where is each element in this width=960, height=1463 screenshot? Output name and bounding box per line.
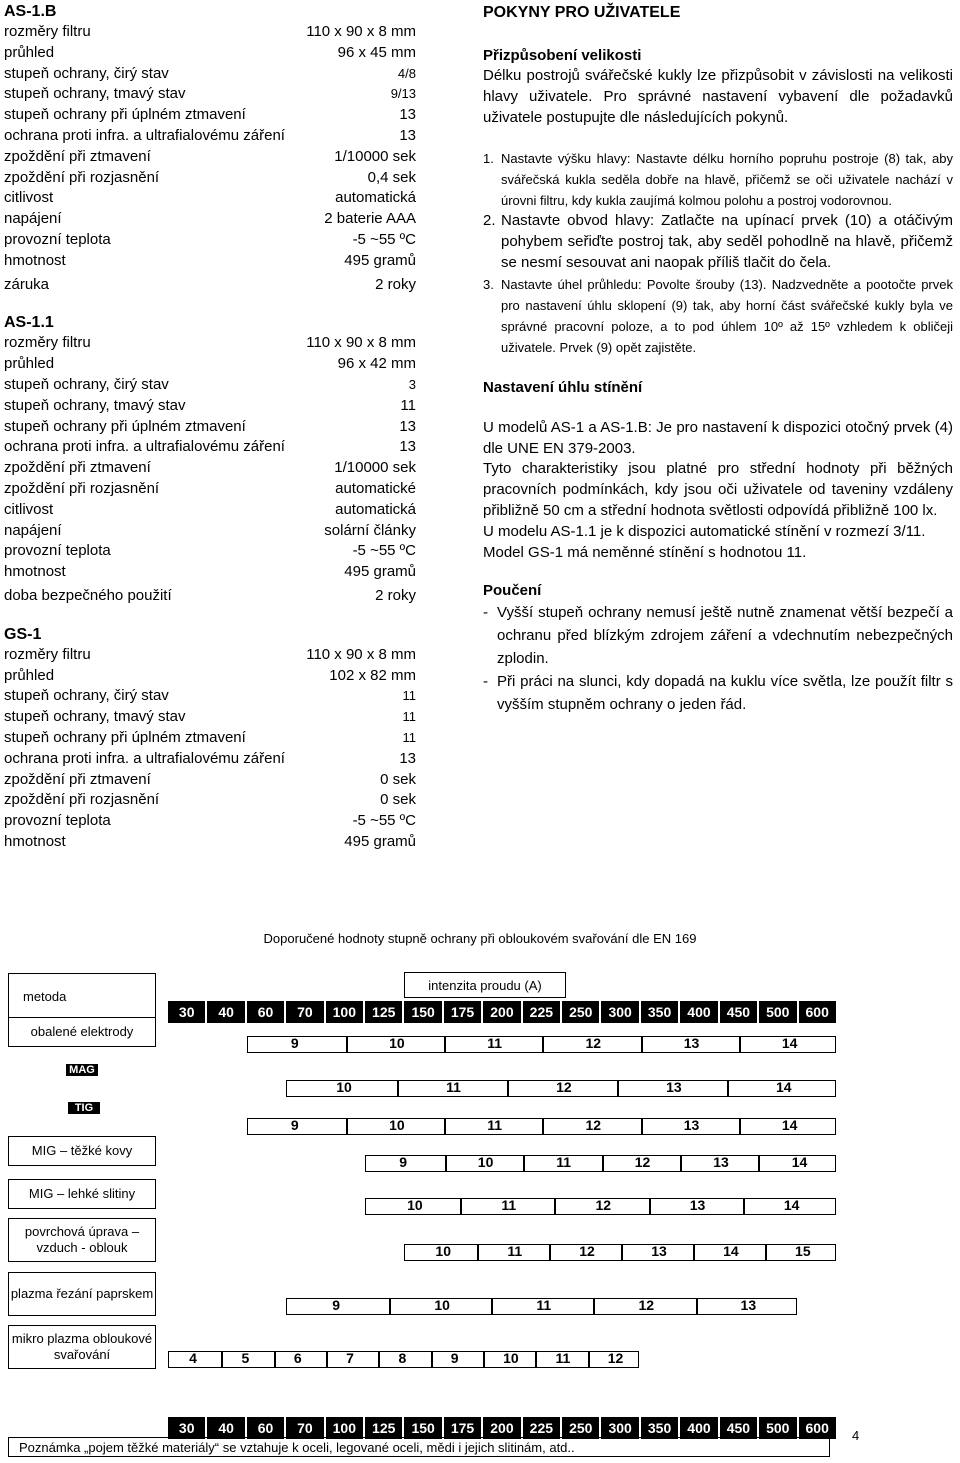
- spec-row: [4, 521, 416, 542]
- spec-row: [4, 396, 416, 417]
- shade-separator: [739, 1118, 741, 1135]
- spec-row: [4, 275, 416, 296]
- spec-value: 9/13: [390, 86, 416, 102]
- shade-separator: [693, 1244, 695, 1261]
- current-value: 150: [404, 1001, 441, 1023]
- current-value: 200: [483, 1001, 520, 1023]
- spec-column: [4, 2, 416, 871]
- spec-label: stupeň ochrany při úplném ztmavení: [4, 417, 246, 435]
- spec-label: zpoždění při rozjasnění: [4, 791, 160, 809]
- shade-bar: [286, 1298, 796, 1315]
- current-value: 125: [365, 1001, 402, 1023]
- spec-value: 13: [399, 438, 416, 456]
- spec-value: 2 baterie AAA: [324, 210, 416, 228]
- shade-number: 8: [398, 1350, 407, 1366]
- shade-number: 11: [556, 1154, 572, 1170]
- shade-separator: [346, 1036, 348, 1053]
- spec-label: hmotnost: [4, 563, 66, 581]
- spec-value: 0 sek: [380, 770, 416, 788]
- instructions-title: POKYNY PRO UŽIVATELE: [483, 4, 681, 21]
- shade-separator: [523, 1155, 525, 1172]
- shade-separator: [680, 1155, 682, 1172]
- spec-value: 1/10000 sek: [334, 147, 416, 165]
- shade-number: 14: [781, 1035, 798, 1051]
- spec-value: 11: [402, 729, 416, 745]
- shade-number: 13: [740, 1297, 757, 1313]
- shade-separator: [743, 1198, 745, 1215]
- spec-title-gs1: GS-1: [4, 625, 42, 643]
- shade-number: 12: [634, 1154, 651, 1170]
- shade-number: 13: [713, 1154, 729, 1170]
- step-2: [483, 211, 953, 273]
- method-label: mikro plazma obloukové svařování: [8, 1325, 156, 1369]
- shade-separator: [491, 1298, 493, 1315]
- spec-value: 110 x 90 x 8 mm: [306, 645, 416, 663]
- spec-label: zpoždění při ztmavení: [4, 459, 151, 477]
- shade-bar: [286, 1080, 836, 1097]
- current-value: 60: [247, 1001, 284, 1023]
- current-header: intenzita proudu (A): [404, 972, 566, 998]
- shade-separator: [621, 1244, 623, 1261]
- shade-number: 14: [781, 1117, 798, 1133]
- shade-separator: [549, 1244, 551, 1261]
- warning-item-2: [483, 670, 953, 716]
- table-caption: Doporučené hodnoty stupně ochrany při obloukovém svařování dle EN 169: [263, 931, 697, 946]
- shade-number: 12: [579, 1243, 595, 1259]
- spec-value: 11: [402, 688, 416, 704]
- spec-label: zpoždění při rozjasnění: [4, 479, 160, 497]
- table-note: Poznámka „pojem těžké materiály“ se vztahuje k oceli, legované oceli, mědi i jejich slitinám, atd..: [8, 1437, 830, 1457]
- spec-label: záruka: [4, 275, 50, 293]
- spec-row: [4, 811, 416, 832]
- spec-row: [4, 417, 416, 438]
- shade-number: 11: [487, 1035, 503, 1051]
- spec-label: napájení: [4, 210, 62, 228]
- shade-separator: [445, 1155, 447, 1172]
- shade-number: 14: [723, 1243, 739, 1259]
- spec-row: [4, 832, 416, 853]
- current-scale-top: [168, 1001, 836, 1023]
- page-number: 4: [852, 1428, 860, 1443]
- shade-number: 11: [536, 1297, 552, 1313]
- shade-number: 9: [332, 1297, 341, 1313]
- spec-value: 13: [399, 749, 416, 767]
- spec-row: [4, 458, 416, 479]
- spec-row: [4, 500, 416, 521]
- spec-row: [4, 562, 416, 583]
- spec-row: [4, 230, 416, 251]
- spec-label: stupeň ochrany při úplném ztmavení: [4, 106, 246, 124]
- shade-separator: [758, 1155, 760, 1172]
- spec-row: [4, 43, 416, 64]
- step-3-text: Nastavte úhel průhledu: Povolte šrouby (13). Nadzvedněte a pootočte prvek pro nastavení úhlu sklopení (9) tak, aby horní část svářečské kukly byla ve správné pracovní poloze, a to pod úhlem 10º až 15º vzhledem k obličeji uživatele. Prvek (9) opět zajistěte.: [501, 276, 953, 355]
- spec-value: automatické: [335, 479, 416, 497]
- current-value: 70: [286, 1001, 323, 1023]
- shade-separator: [593, 1298, 595, 1315]
- warning-heading: Poučení: [483, 582, 542, 600]
- shade-separator: [649, 1198, 651, 1215]
- spec-value: 13: [399, 106, 416, 124]
- spec-label: stupeň ochrany, tmavý stav: [4, 396, 186, 414]
- shade-number: 12: [585, 1035, 602, 1051]
- spec-value: 2 roky: [375, 586, 416, 604]
- current-value: 600: [799, 1417, 836, 1439]
- shade-separator: [483, 1351, 485, 1368]
- spec-value: 4/8: [397, 65, 416, 81]
- spec-label: stupeň ochrany, čirý stav: [4, 64, 169, 82]
- current-value: 300: [601, 1417, 638, 1439]
- spec-value: 11: [402, 709, 416, 725]
- spec-row: [4, 728, 416, 749]
- shade-number: 9: [290, 1117, 299, 1133]
- shade-number: 10: [389, 1117, 405, 1133]
- current-value: 30: [168, 1001, 205, 1023]
- shade-number: 13: [666, 1079, 682, 1095]
- spec-value: 2 roky: [375, 275, 416, 293]
- spec-row: [4, 437, 416, 458]
- spec-value: automatická: [335, 500, 416, 518]
- shade-number: 10: [389, 1035, 405, 1051]
- spec-label: ochrana proti infra. a ultrafialovému záření: [4, 749, 285, 767]
- step-1: [483, 148, 953, 211]
- shade-number: 11: [501, 1197, 517, 1213]
- spec-label: stupeň ochrany, tmavý stav: [4, 708, 186, 726]
- shade-separator: [326, 1351, 328, 1368]
- spec-row: [4, 333, 416, 354]
- spec-label: zpoždění při rozjasnění: [4, 168, 160, 186]
- shade-number: 14: [776, 1079, 792, 1095]
- spec-label: hmotnost: [4, 832, 66, 850]
- current-value: 500: [759, 1001, 796, 1023]
- current-value: 150: [404, 1417, 441, 1439]
- shade-separator: [588, 1351, 590, 1368]
- shade-bar: [365, 1198, 836, 1215]
- shade-heading: Nastavení úhlu stínění: [483, 378, 643, 396]
- shade-separator: [641, 1118, 643, 1135]
- warning-text-1: Vyšší stupeň ochrany nemusí ještě nutně znamenat větší bezpečí a ochranu před blízkým zdrojem záření a vdechnutím nebezpečných zplodin.: [497, 604, 953, 668]
- spec-block-as11: [4, 313, 416, 606]
- shade-bar: [247, 1036, 836, 1053]
- spec-row: [4, 375, 416, 396]
- shade-bar: [168, 1351, 639, 1368]
- shade-separator: [739, 1036, 741, 1053]
- current-value: 350: [641, 1417, 678, 1439]
- spec-value: 96 x 45 mm: [337, 43, 416, 61]
- current-value: 70: [286, 1417, 323, 1439]
- spec-value: 110 x 90 x 8 mm: [306, 334, 416, 352]
- spec-label: provozní teplota: [4, 812, 111, 830]
- shade-number: 14: [783, 1197, 800, 1213]
- spec-value: 0 sek: [380, 791, 416, 809]
- shade-paragraph-4: Model GS-1 má neměnné stínění s hodnotou 11.: [483, 543, 807, 561]
- spec-value: 13: [399, 417, 416, 435]
- spec-label: rozměry filtru: [4, 645, 91, 663]
- shade-separator: [444, 1036, 446, 1053]
- spec-row: [4, 168, 416, 189]
- shade-number: 11: [507, 1243, 523, 1259]
- spec-row: [4, 645, 416, 666]
- method-label: obalené elektrody: [8, 1017, 156, 1047]
- shade-separator: [507, 1080, 509, 1097]
- spec-label: stupeň ochrany, čirý stav: [4, 687, 169, 705]
- shade-number: 9: [450, 1350, 459, 1366]
- current-value: 40: [207, 1001, 244, 1023]
- shade-paragraph-1: U modelů AS-1 a AS-1.B: Je pro nastavení k dispozici otočný prvek (4) dle UNE EN 379-2003.: [483, 418, 953, 457]
- current-value: 600: [799, 1001, 836, 1023]
- current-value: 125: [365, 1417, 402, 1439]
- shade-number: 4: [189, 1350, 197, 1366]
- shade-separator: [397, 1080, 399, 1097]
- spec-row: [4, 147, 416, 168]
- current-value: 40: [207, 1417, 244, 1439]
- spec-label: ochrana proti infra. a ultrafialovému záření: [4, 438, 285, 456]
- current-value: 100: [326, 1417, 363, 1439]
- shade-separator: [477, 1244, 479, 1261]
- spec-block-gs1: [4, 625, 416, 853]
- spec-label: zpoždění při ztmavení: [4, 770, 151, 788]
- method-label: plazma řezání paprskem: [8, 1272, 156, 1316]
- shade-number: 10: [336, 1079, 352, 1095]
- spec-value: 102 x 82 mm: [329, 666, 416, 684]
- spec-label: zpoždění při ztmavení: [4, 147, 151, 165]
- spec-value: solární články: [324, 521, 416, 539]
- shade-number: 7: [346, 1350, 354, 1366]
- spec-label: provozní teplota: [4, 230, 111, 248]
- spec-value: 13: [399, 126, 416, 144]
- current-value: 250: [562, 1417, 599, 1439]
- current-value: 60: [247, 1417, 284, 1439]
- current-value: 225: [523, 1001, 560, 1023]
- spec-row: [4, 749, 416, 770]
- spec-value: 0,4 sek: [367, 168, 416, 186]
- shade-separator: [346, 1118, 348, 1135]
- step-1-text: Nastavte výšku hlavy: Nastavte délku horního popruhu postroje (8) tak, aby svářečská kukla seděla dobře na hlavě, přičemž se oči uživatele nachází v úrovni filtru, kdy kukla zaujímá kolmou polohu a postroj vodorovnou.: [501, 151, 953, 209]
- step-3: [483, 274, 953, 358]
- shade-number: 6: [293, 1350, 302, 1366]
- shade-separator: [602, 1155, 604, 1172]
- shade-separator: [460, 1198, 462, 1215]
- spec-value: 495 gramů: [344, 563, 416, 581]
- shade-separator: [641, 1036, 643, 1053]
- spec-value: 11: [400, 396, 416, 414]
- warning-text-2: Při práci na slunci, kdy dopadá na kuklu více světla, lze použít filtr s vyšším stupněm ochrany o jeden řád.: [497, 673, 953, 714]
- spec-label: citlivost: [4, 500, 54, 518]
- spec-value: 495 gramů: [344, 832, 416, 850]
- spec-value: -5 ~55 ºC: [352, 812, 416, 830]
- shade-separator: [444, 1118, 446, 1135]
- current-value: 250: [562, 1001, 599, 1023]
- spec-row: [4, 790, 416, 811]
- spec-value: -5 ~55 ºC: [352, 542, 416, 560]
- spec-row: [4, 126, 416, 147]
- current-value: 175: [444, 1001, 481, 1023]
- spec-label: hmotnost: [4, 251, 66, 269]
- spec-title-as1b: AS-1.B: [4, 3, 57, 20]
- spec-label: provozní teplota: [4, 542, 111, 560]
- shade-number: 11: [446, 1079, 461, 1095]
- spec-title-as11: AS-1.1: [4, 314, 54, 332]
- method-label: TIG: [68, 1102, 100, 1114]
- spec-label: ochrana proti infra. a ultrafialovému záření: [4, 126, 285, 144]
- shade-number: 11: [555, 1350, 571, 1366]
- shade-separator: [542, 1118, 544, 1135]
- spec-row: [4, 251, 416, 272]
- warning-dash-2: -: [483, 673, 488, 691]
- spec-label: doba bezpečného použití: [4, 586, 172, 604]
- spec-value: automatická: [335, 189, 416, 207]
- shade-separator: [535, 1351, 537, 1368]
- shade-separator: [765, 1244, 767, 1261]
- shade-separator: [431, 1351, 433, 1368]
- method-label: MAG: [66, 1064, 98, 1076]
- current-value: 450: [720, 1417, 757, 1439]
- spec-label: průhled: [4, 43, 55, 61]
- shade-separator: [617, 1080, 619, 1097]
- current-value: 450: [720, 1001, 757, 1023]
- shade-number: 12: [556, 1079, 572, 1095]
- method-label: povrchová úprava – vzduch - oblouk: [8, 1218, 156, 1262]
- spec-row: [4, 586, 416, 607]
- shade-separator: [274, 1351, 276, 1368]
- shade-number: 10: [477, 1154, 494, 1170]
- spec-label: napájení: [4, 521, 62, 539]
- shade-number: 10: [434, 1297, 450, 1313]
- shade-separator: [389, 1298, 391, 1315]
- shade-table: [6, 958, 836, 1463]
- spec-row: [4, 479, 416, 500]
- shade-number: 9: [290, 1035, 299, 1051]
- spec-row: [4, 64, 416, 85]
- shade-bar: [247, 1118, 836, 1135]
- spec-label: stupeň ochrany, tmavý stav: [4, 85, 186, 103]
- shade-number: 10: [503, 1350, 519, 1366]
- step-2-number: 2.: [483, 212, 496, 230]
- current-value: 300: [601, 1001, 638, 1023]
- size-paragraph: Délku postrojů svářečské kukly lze přizpůsobit v závislosti na velikosti hlavy uživatele. Pro správné nastavení vybavení dle požadavků uživatele postupujte dle následujících pokynů.: [483, 67, 953, 126]
- instructions-column: [483, 2, 953, 716]
- size-heading: Přizpůsobení velikosti: [483, 47, 642, 64]
- shade-number: 12: [607, 1350, 624, 1366]
- spec-row: [4, 541, 416, 562]
- spec-label: citlivost: [4, 189, 54, 207]
- spec-row: [4, 666, 416, 687]
- shade-number: 13: [689, 1197, 706, 1213]
- shade-separator: [696, 1298, 698, 1315]
- shade-number: 13: [683, 1035, 700, 1051]
- shade-separator: [542, 1036, 544, 1053]
- spec-value: 1/10000 sek: [334, 459, 416, 477]
- spec-row: [4, 707, 416, 728]
- current-value: 225: [523, 1417, 560, 1439]
- shade-separator: [221, 1351, 223, 1368]
- current-value: 400: [680, 1417, 717, 1439]
- spec-block-as1b: [4, 2, 416, 295]
- spec-row: [4, 22, 416, 43]
- warning-item-1: [483, 601, 953, 670]
- current-scale-bottom: [168, 1417, 836, 1439]
- spec-label: rozměry filtru: [4, 23, 91, 40]
- current-value: 100: [326, 1001, 363, 1023]
- shade-number: 13: [651, 1243, 667, 1259]
- shade-bar: [365, 1155, 836, 1172]
- spec-row: [4, 686, 416, 707]
- current-value: 175: [444, 1417, 481, 1439]
- shade-number: 14: [791, 1154, 808, 1170]
- shade-number: 15: [795, 1243, 811, 1259]
- spec-label: rozměry filtru: [4, 334, 91, 352]
- shade-number: 10: [435, 1243, 451, 1259]
- shade-number: 13: [683, 1117, 700, 1133]
- current-value: 200: [483, 1417, 520, 1439]
- spec-value: 3: [408, 376, 416, 392]
- spec-label: průhled: [4, 355, 55, 373]
- spec-row: [4, 84, 416, 105]
- step-2-text: Nastavte obvod hlavy: Zatlačte na upínací prvek (10) a otáčivým pohybem seřiďte postroj tak, aby seděl pohodlně na hlavě, přičemž se nesmí sesouvat ani naopak příliš tlačit do čela.: [501, 212, 953, 271]
- shade-number: 12: [585, 1117, 602, 1133]
- shade-number: 12: [638, 1297, 655, 1313]
- method-label: MIG – těžké kovy: [8, 1136, 156, 1166]
- shade-separator: [378, 1351, 380, 1368]
- method-label: MIG – lehké slitiny: [8, 1179, 156, 1209]
- shade-separator: [554, 1198, 556, 1215]
- spec-value: -5 ~55 ºC: [352, 230, 416, 248]
- spec-label: průhled: [4, 666, 55, 684]
- current-value: 500: [759, 1417, 796, 1439]
- step-1-number: 1.: [483, 151, 494, 167]
- shade-number: 12: [595, 1197, 612, 1213]
- spec-label: stupeň ochrany, čirý stav: [4, 375, 169, 393]
- shade-paragraph-2: Tyto charakteristiky jsou platné pro střední hodnoty při běžných pracovních podmínkách, kdy jsou oči uživatele od taveniny vzdáleny přibližně 50 cm a střední hodnota světlosti odpovídá přibližně 100 lx.: [483, 460, 953, 519]
- current-value: 30: [168, 1417, 205, 1439]
- shade-bar: [404, 1244, 836, 1261]
- spec-value: 110 x 90 x 8 mm: [306, 23, 416, 40]
- shade-number: 10: [407, 1197, 423, 1213]
- method-header: metoda: [8, 973, 156, 1021]
- spec-row: [4, 188, 416, 209]
- shade-number: 5: [241, 1350, 250, 1366]
- current-value: 400: [680, 1001, 717, 1023]
- current-value: 350: [641, 1001, 678, 1023]
- spec-value: 96 x 42 mm: [337, 355, 416, 373]
- spec-row: [4, 105, 416, 126]
- shade-number: 11: [487, 1117, 503, 1133]
- spec-label: stupeň ochrany při úplném ztmavení: [4, 728, 246, 746]
- shade-paragraph-3: U modelu AS-1.1 je k dispozici automatické stínění v rozmezí 3/11.: [483, 522, 926, 540]
- spec-row: [4, 770, 416, 791]
- warning-dash-1: -: [483, 604, 488, 622]
- step-3-number: 3.: [483, 276, 494, 292]
- shade-separator: [727, 1080, 729, 1097]
- spec-value: 495 gramů: [344, 251, 416, 269]
- shade-number: 9: [399, 1154, 408, 1170]
- spec-row: [4, 209, 416, 230]
- spec-row: [4, 354, 416, 375]
